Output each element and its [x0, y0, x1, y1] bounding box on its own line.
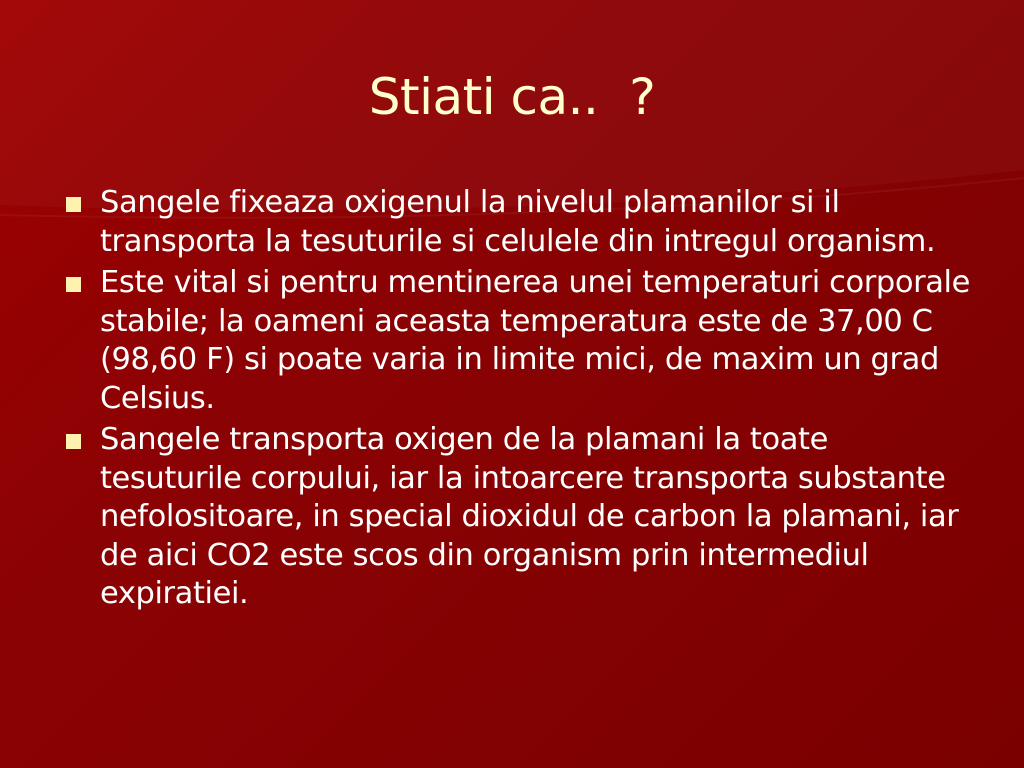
square-bullet-icon [66, 277, 81, 292]
bullet-item [66, 421, 976, 614]
bullet-text: Sangele fixeaza oxigenul la nivelul plamanilor si il transporta la tesuturile si celulele din intregul organism. [100, 185, 936, 259]
bullet-list [66, 184, 976, 617]
square-bullet-icon [66, 434, 81, 449]
bullet-item [66, 264, 976, 418]
bullet-text: Sangele transporta oxigen de la plamani la toate tesuturile corpului, iar la intoarcere transporta substante nefolositoare, in special dioxidul de carbon la plamani, iar de aici CO2 este scos din organism prin intermediul expiratiei. [100, 422, 959, 611]
slide-title: Stiati ca.. ? [368, 68, 656, 126]
square-bullet-icon [66, 197, 81, 212]
bullet-item [66, 184, 976, 261]
bullet-text: Este vital si pentru mentinerea unei temperaturi corporale stabile; la oameni aceasta temperatura este de 37,00 C (98,60 F) si poate varia in limite mici, de maxim un grad Celsius. [100, 265, 970, 416]
